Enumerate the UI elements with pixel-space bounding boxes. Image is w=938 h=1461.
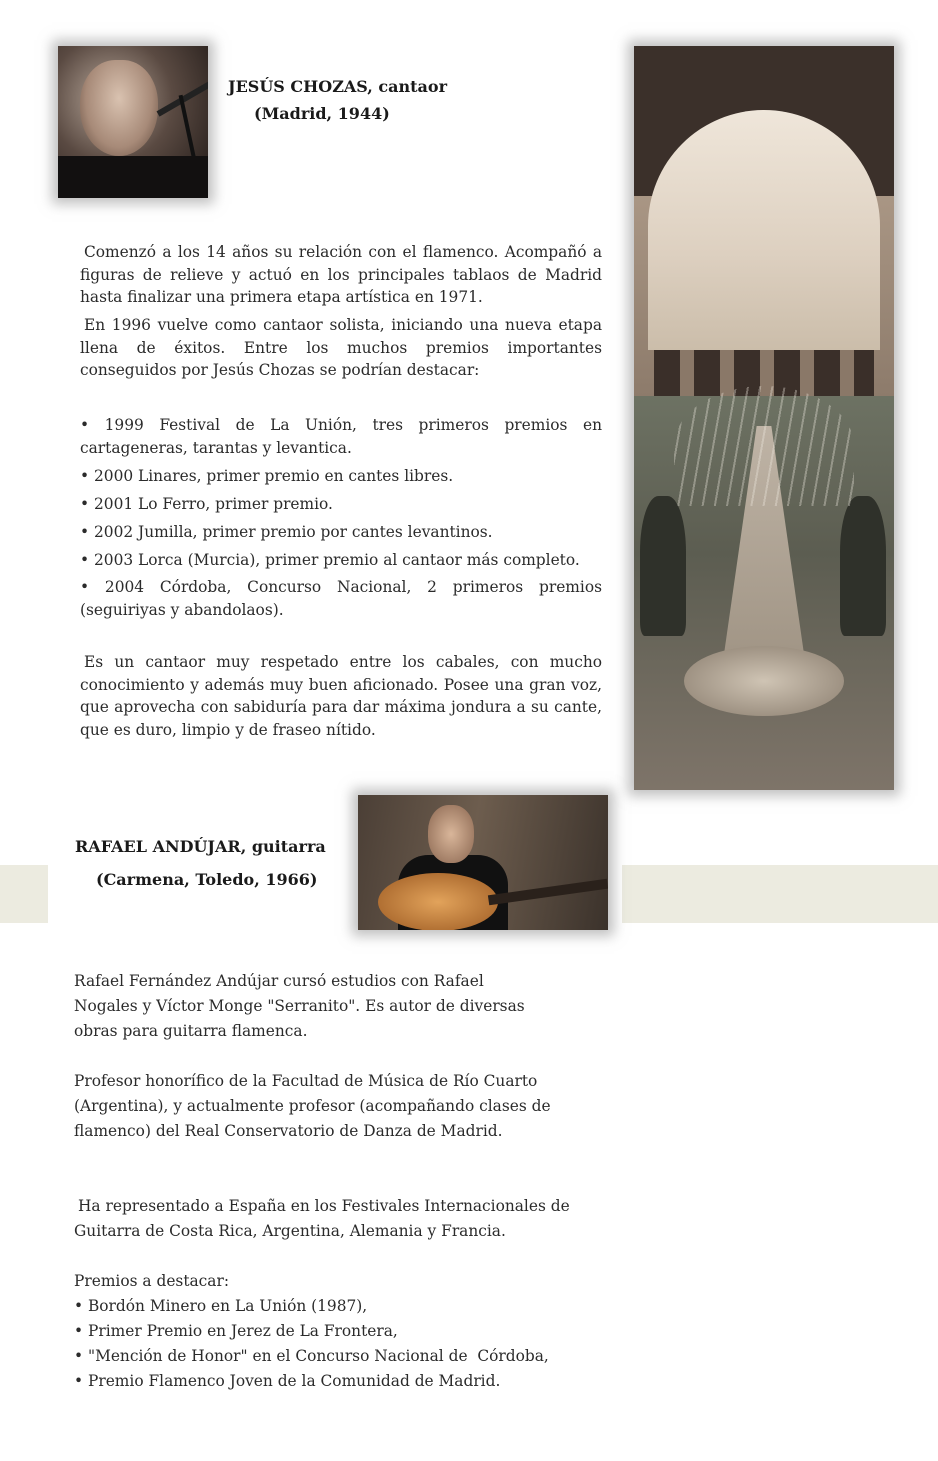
decorative-band-right [622,865,938,923]
list-item: • Premio Flamenco Joven de la Comunidad de Madrid. [74,1369,614,1394]
artist2-name: RAFAEL ANDÚJAR, [75,837,247,856]
artist2-origin: (Carmena, Toledo, 1966) [96,870,318,889]
artist1-awards-list [80,414,602,621]
list-item: • 2001 Lo Ferro, primer premio. [80,492,602,517]
artist1-name: JESÚS CHOZAS, [228,77,373,96]
list-item: • 2002 Jumilla, primer premio por cantes levantinos. [80,520,602,545]
alhambra-garden-photo [634,46,894,790]
list-item: • 1999 Festival de La Unión, tres primeros premios en cartageneras, tarantas y levantica. [80,414,602,459]
artist2-bio-p3: Ha representado a España en los Festivales Internacionales de Guitarra de Costa Rica, Argentina, Alemania y Francia. [74,1197,570,1240]
list-item: • 2004 Córdoba, Concurso Nacional, 2 primeros premios (seguiriyas y abandolaos). [80,576,602,621]
artist1-bio-p2: En 1996 vuelve como cantaor solista, iniciando una nueva etapa llena de éxitos. Entre los muchos premios importantes conseguidos por Jesús Chozas se podrían destacar: [80,316,602,379]
artist2-name-heading [75,837,326,856]
artist1-origin: (Madrid, 1944) [254,104,390,123]
artist2-bio-p2: Profesor honorífico de la Facultad de Música de Río Cuarto (Argentina), y actualmente profesor (acompañando clases de flamenco) del Real Conservatorio de Danza de Madrid. [74,1072,551,1140]
list-item: • 2003 Lorca (Murcia), primer premio al cantaor más completo. [80,548,602,573]
list-item: • 2000 Linares, primer premio en cantes libres. [80,464,602,489]
artist1-bio-p1: Comenzó a los 14 años su relación con el flamenco. Acompañó a figuras de relieve y actuó en los principales tablaos de Madrid hasta finalizar una primera etapa artística en 1971. [80,243,602,306]
artist2-awards-title: Premios a destacar: [74,1272,230,1290]
artist1-name-heading [228,77,447,96]
artist2-bio-p1: Rafael Fernández Andújar cursó estudios con Rafael Nogales y Víctor Monge "Serranito". Es autor de diversas obras para guitarra flamenca. [74,972,525,1040]
artist2-role: guitarra [251,837,326,856]
artist1-role: cantaor [378,77,448,96]
decorative-band-left [0,865,48,923]
list-item: • Bordón Minero en La Unión (1987), [74,1294,614,1319]
list-item: • "Mención de Honor" en el Concurso Nacional de Córdoba, [74,1344,614,1369]
list-item: • Primer Premio en Jerez de La Frontera, [74,1319,614,1344]
artist1-closing: Es un cantaor muy respetado entre los cabales, con mucho conocimiento y además muy buen aficionado. Posee una gran voz, que aprovecha con sabiduría para dar máxima jondura a su cante, que es duro, limpio y de fraseo nítido. [80,653,602,739]
guitarist-photo [358,795,608,930]
artist2-awards-list [74,1294,614,1394]
singer-photo [58,46,208,198]
